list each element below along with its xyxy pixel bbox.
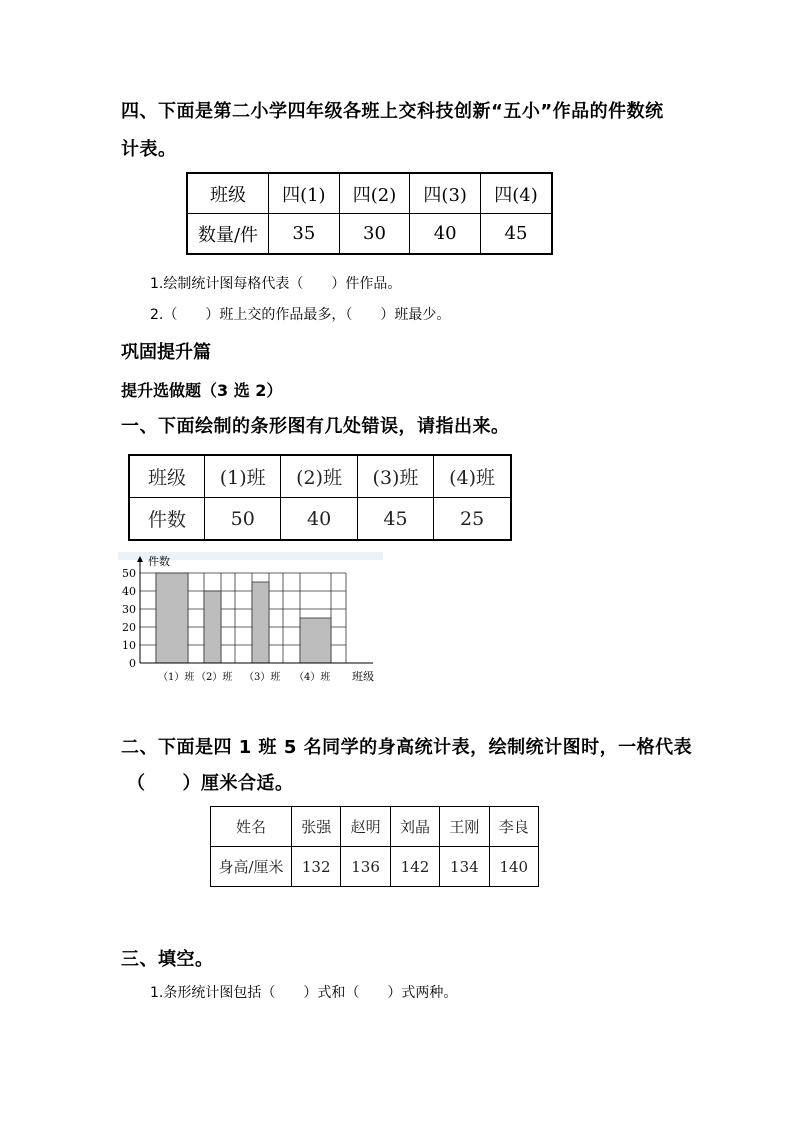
q2-title-line1: 二、下面是四 1 班 5 名同学的身高统计表，绘制统计图时，一格代表: [121, 737, 693, 758]
table-cell: 数量/件: [187, 214, 269, 255]
table-cell: 张强: [292, 807, 341, 847]
x-tick-label: （2）班: [196, 672, 233, 683]
table-row: [129, 455, 511, 498]
chart-xlabel: 班级: [352, 670, 374, 683]
table-cell: 班级: [129, 455, 205, 498]
table-cell: 班级: [187, 173, 269, 214]
table-cell: 140: [489, 847, 538, 887]
q2-title-line2: （ ）厘米合适。: [127, 773, 294, 794]
q4-item2: 2.（ ）班上交的作品最多，（ ）班最少。: [150, 307, 451, 323]
table-cell: 40: [281, 498, 357, 541]
q4-table: [186, 172, 553, 255]
section-title: 巩固提升篇: [121, 342, 211, 363]
q1-title: 一、下面绘制的条形图有几处错误，请指出来。: [121, 416, 510, 437]
y-tick-label: 40: [122, 585, 136, 598]
table-row: [211, 847, 539, 887]
bar-chart: [118, 552, 383, 684]
table-cell: 四(1): [269, 173, 340, 214]
table-cell: 四(3): [410, 173, 481, 214]
table-cell: 王刚: [440, 807, 489, 847]
table-cell: 132: [292, 847, 341, 887]
table-cell: 件数: [129, 498, 205, 541]
q2-table: [210, 806, 539, 887]
y-tick-label: 0: [129, 657, 136, 670]
table-cell: 142: [390, 847, 439, 887]
y-tick-label: 20: [122, 621, 136, 634]
table-cell: 四(2): [339, 173, 410, 214]
q4-item1: 1.绘制统计图每格代表（ ）件作品。: [150, 276, 402, 292]
table-cell: (4)班: [434, 455, 511, 498]
table-row: [187, 214, 552, 255]
table-cell: (1)班: [205, 455, 281, 498]
table-cell: 30: [339, 214, 410, 255]
table-row: [129, 498, 511, 541]
x-tick-label: （1）班: [158, 672, 195, 683]
table-row: [187, 173, 552, 214]
q4-title-line1: 四、下面是第二小学四年级各班上交科技创新“五小”作品的件数统: [121, 101, 664, 122]
chart-ylabel: 件数: [148, 555, 170, 568]
table-cell: 45: [357, 498, 433, 541]
y-tick-label: 50: [122, 567, 136, 580]
table-cell: (2)班: [281, 455, 357, 498]
table-row: [211, 807, 539, 847]
q3-item1: 1.条形统计图包括（ ）式和（ ）式两种。: [150, 985, 458, 1001]
q4-title-line2: 计表。: [121, 139, 177, 160]
table-cell: 李良: [489, 807, 538, 847]
table-cell: 45: [481, 214, 552, 255]
bar: [156, 573, 188, 663]
x-tick-label: （4）班: [294, 672, 331, 683]
q3-title: 三、填空。: [121, 949, 214, 970]
table-cell: 赵明: [341, 807, 390, 847]
table-cell: 50: [205, 498, 281, 541]
table-cell: 136: [341, 847, 390, 887]
table-cell: 刘晶: [390, 807, 439, 847]
table-cell: 四(4): [481, 173, 552, 214]
bar: [252, 582, 269, 663]
y-tick-label: 30: [122, 603, 136, 616]
table-cell: 姓名: [211, 807, 292, 847]
table-cell: (3)班: [357, 455, 433, 498]
bar: [204, 591, 221, 663]
q1-table: [128, 454, 512, 541]
table-cell: 35: [269, 214, 340, 255]
table-cell: 134: [440, 847, 489, 887]
y-tick-label: 10: [122, 639, 136, 652]
x-tick-label: （3）班: [244, 672, 281, 683]
table-cell: 25: [434, 498, 511, 541]
bar: [300, 618, 331, 663]
subsection-title: 提升选做题（3 选 2）: [121, 381, 283, 400]
table-cell: 身高/厘米: [211, 847, 292, 887]
table-cell: 40: [410, 214, 481, 255]
